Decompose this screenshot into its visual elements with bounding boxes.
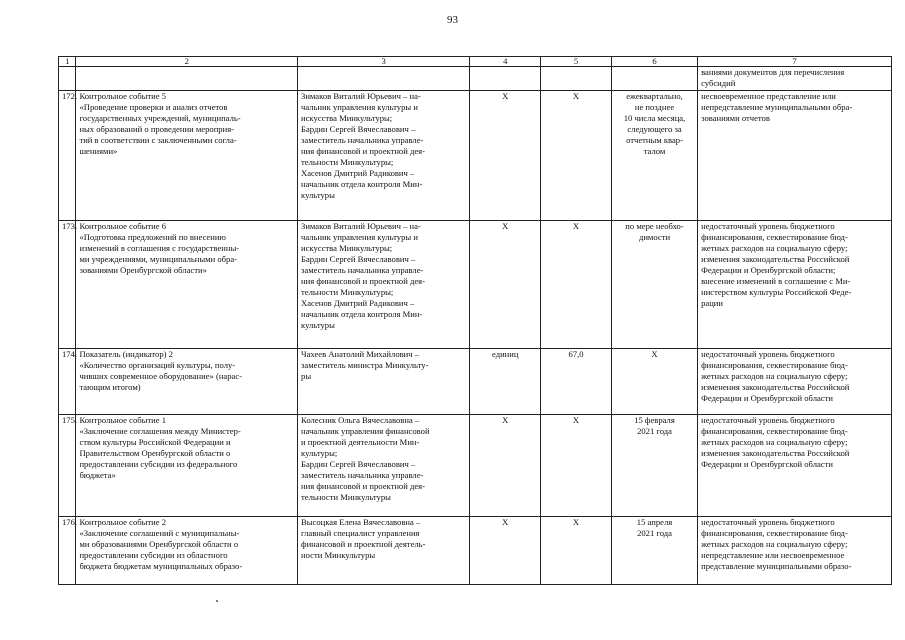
event-cell: Контрольное событие 2 «Заключение соглашений с муниципальны- ми образованиями Оренбургской области о предоставлении субсидии из областного бюджета бюджетам муниципальных образо- <box>76 517 298 585</box>
event-cell: Контрольное событие 5 «Проведение проверки и анализ отчетов государственных учреждений, муниципаль- ных образований о проведении мероприя- тий в соответствии с заключенными согла- шениями» <box>76 91 298 221</box>
row-number: 172. <box>59 91 76 221</box>
unit-cell: Х <box>470 415 541 517</box>
column-number-row <box>59 57 892 67</box>
empty-cell <box>59 67 76 91</box>
column-header: 3 <box>298 57 470 67</box>
empty-cell <box>611 67 697 91</box>
deadline-cell: по мере необхо- димости <box>611 221 697 349</box>
risk-cell: недостаточный уровень бюджетного финансирования, секвестирование бюд- жетных расходов на социальную сферу; непредставление или несвоевременное представление муниципальными образо- <box>698 517 892 585</box>
empty-cell <box>470 67 541 91</box>
table-row <box>59 349 892 415</box>
responsible-cell: Чахеев Анатолий Михайлович – заместитель министра Минкульту- ры <box>298 349 470 415</box>
deadline-cell: ежеквартально, не позднее 10 числа месяца, следующего за отчетным квар- талом <box>611 91 697 221</box>
unit-cell: Х <box>470 517 541 585</box>
deadline-cell: 15 февраля 2021 года <box>611 415 697 517</box>
value-cell: Х <box>541 517 612 585</box>
column-header: 4 <box>470 57 541 67</box>
risk-cell: ваниями документов для перечисления субсидий <box>698 67 892 91</box>
value-cell: Х <box>541 221 612 349</box>
page-number: 93 <box>447 14 458 26</box>
scan-speck <box>216 600 218 602</box>
row-number: 175. <box>59 415 76 517</box>
risk-cell: недостаточный уровень бюджетного финансирования, секвестирование бюд- жетных расходов на социальную сферу; изменения законодательства Российской Федерации и Оренбургской области; внесение изменений в соглашение с Ми- нистерством культуры Российской Феде- рации <box>698 221 892 349</box>
column-header: 2 <box>76 57 298 67</box>
risk-cell: недостаточный уровень бюджетного финансирования, секвестирование бюд- жетных расходов на социальную сферу; изменения законодательства Российской Федерации и Оренбургской области <box>698 349 892 415</box>
responsible-cell: Зимаков Виталий Юрьевич – на- чальник управления культуры и искусства Минкультуры; Бардин Сергей Вячеславович – заместитель начальника управле- ния финансовой и проектной дея- тельности Минкультуры; Хасенов Дмитрий Радикович – начальник отдела контроля Мин- культуры <box>298 221 470 349</box>
event-cell: Показатель (индикатор) 2 «Количество организаций культуры, полу- чивших современное оборудование» (нарас- тающим итогом) <box>76 349 298 415</box>
event-cell: Контрольное событие 6 «Подготовка предложений по внесению изменений в соглашения с государственны- ми учреждениями, муниципальными обра- зованиями Оренбургской области» <box>76 221 298 349</box>
table-row <box>59 517 892 585</box>
responsible-cell: Высоцкая Елена Вячеславовна – главный специалист управления финансовой и проектной деятель- ности Минкультуры <box>298 517 470 585</box>
column-header: 7 <box>698 57 892 67</box>
responsible-cell: Зимаков Виталий Юрьевич – на- чальник управления культуры и искусства Минкультуры; Бардин Сергей Вячеславович – заместитель начальника управле- ния финансовой и проектной дея- тельности Минкультуры; Хасенов Дмитрий Радикович – начальник отдела контроля Мин- культуры <box>298 91 470 221</box>
value-cell: Х <box>541 91 612 221</box>
plan-table <box>58 56 892 585</box>
row-number: 173. <box>59 221 76 349</box>
unit-cell: Х <box>470 221 541 349</box>
empty-cell <box>541 67 612 91</box>
column-header: 6 <box>611 57 697 67</box>
table-row <box>59 91 892 221</box>
deadline-cell: Х <box>611 349 697 415</box>
risk-cell: несвоевременное представление или непредставление муниципальными обра- зованиями отчетов <box>698 91 892 221</box>
column-header: 1 <box>59 57 76 67</box>
value-cell: Х <box>541 415 612 517</box>
event-cell: Контрольное событие 1 «Заключение соглашения между Министер- ством культуры Российской Федерации и Правительством Оренбургской области о предоставлении субсидии из федерального бюджета» <box>76 415 298 517</box>
empty-cell <box>298 67 470 91</box>
value-cell: 67,0 <box>541 349 612 415</box>
empty-cell <box>76 67 298 91</box>
row-number: 174. <box>59 349 76 415</box>
continuation-row <box>59 67 892 91</box>
deadline-cell: 15 апреля 2021 года <box>611 517 697 585</box>
row-number: 176. <box>59 517 76 585</box>
table-row <box>59 415 892 517</box>
risk-cell: недостаточный уровень бюджетного финансирования, секвестирование бюд- жетных расходов на социальную сферу; изменения законодательства Российской Федерации и Оренбургской области <box>698 415 892 517</box>
column-header: 5 <box>541 57 612 67</box>
unit-cell: единиц <box>470 349 541 415</box>
table-row <box>59 221 892 349</box>
unit-cell: Х <box>470 91 541 221</box>
responsible-cell: Колесник Ольга Вячеславовна – начальник управления финансовой и проектной деятельности Мин- культуры; Бардин Сергей Вячеславович – заместитель начальника управле- ния финансовой и проектной дея- тельности Минкультуры <box>298 415 470 517</box>
